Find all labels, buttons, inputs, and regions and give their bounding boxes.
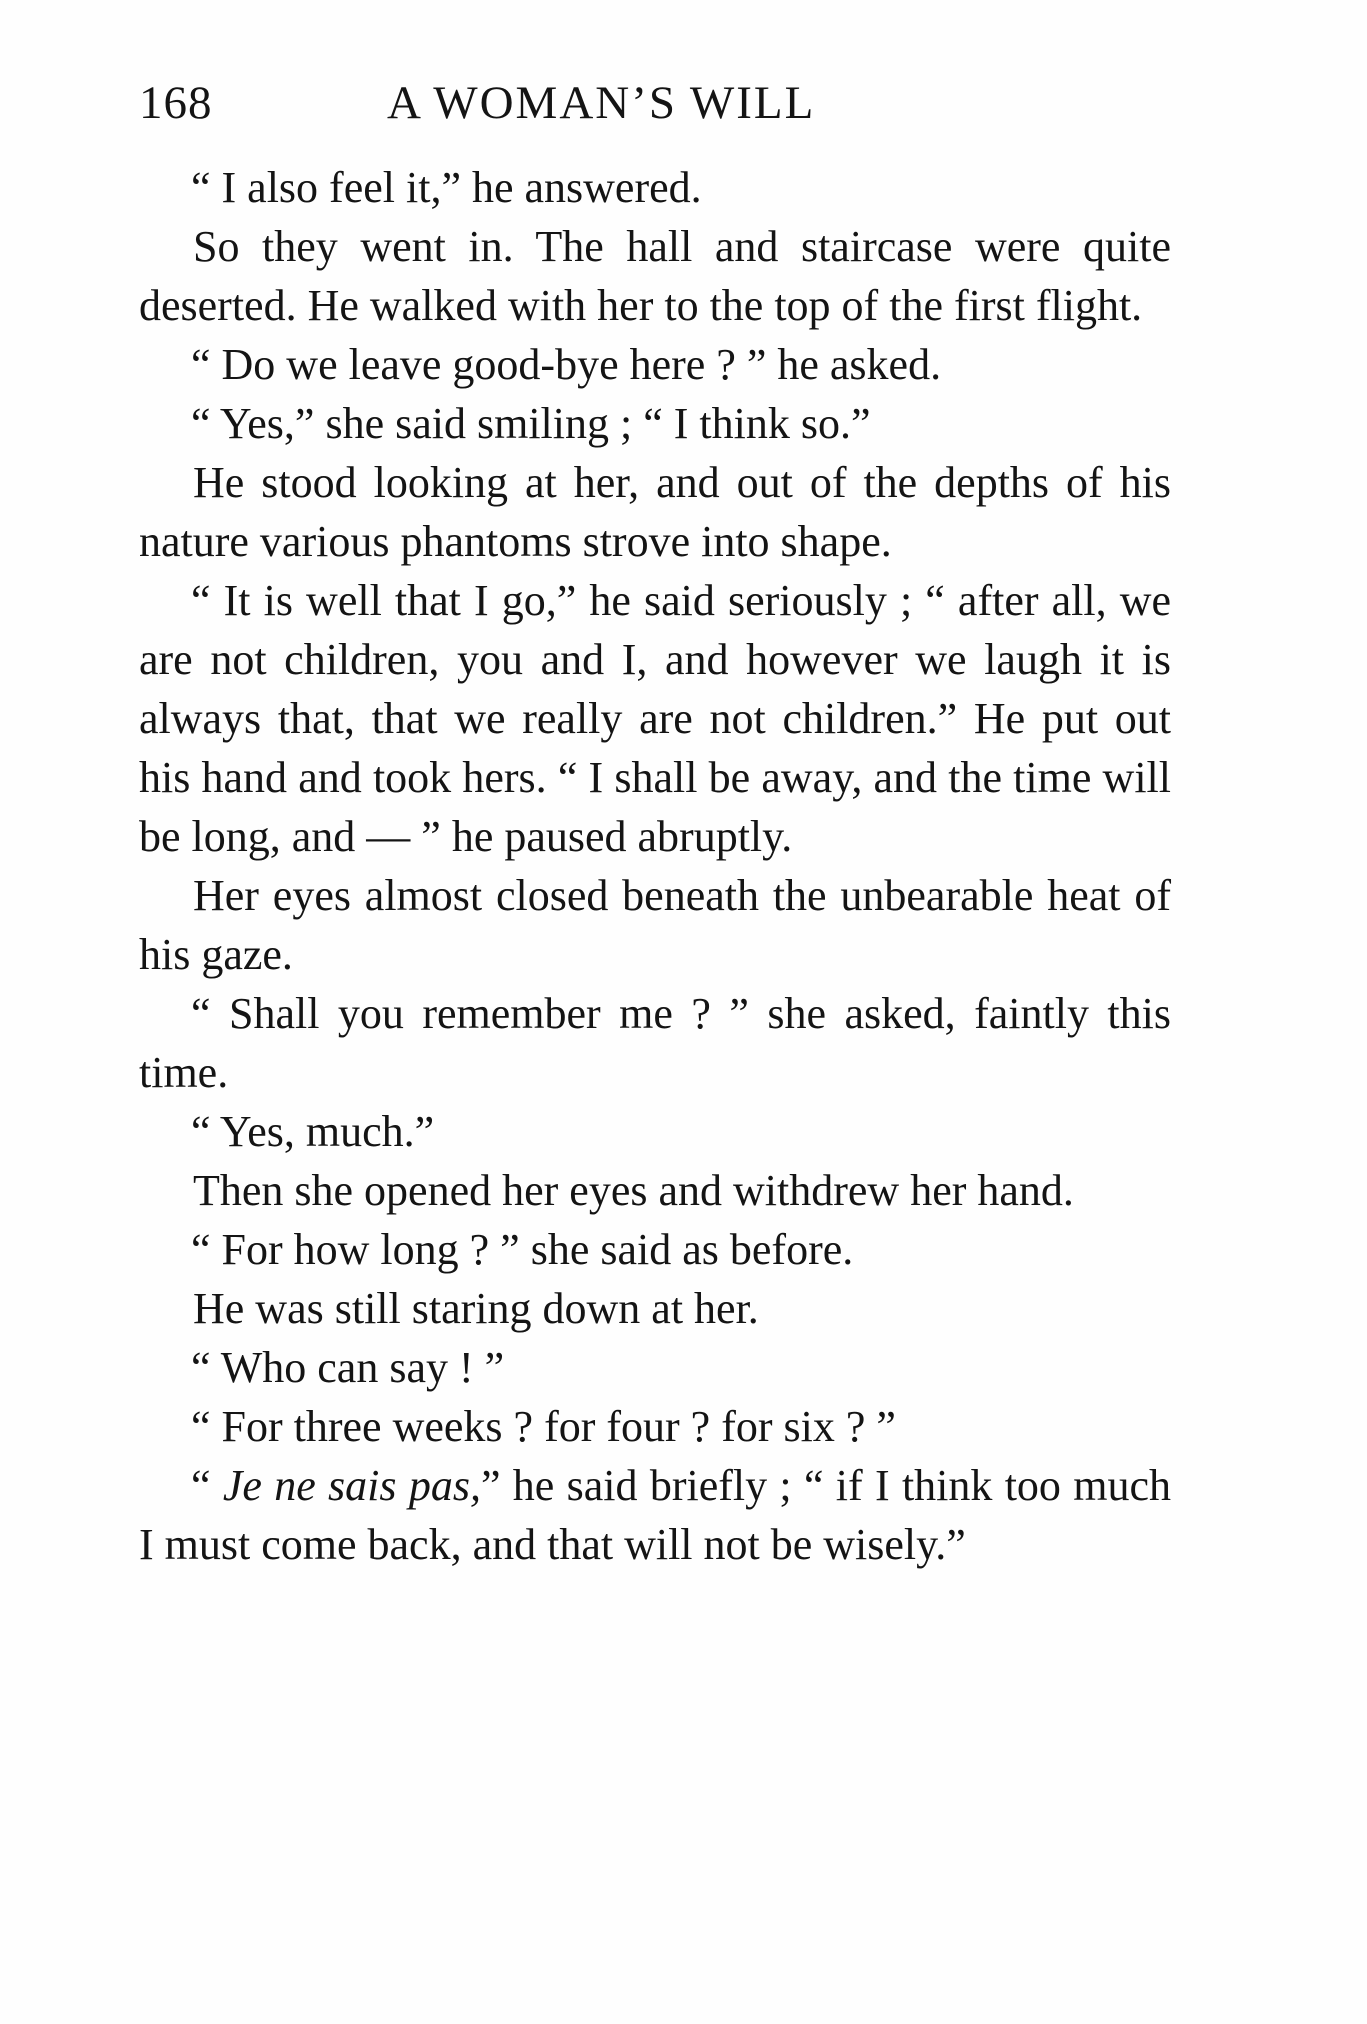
- page-header: [139, 68, 1171, 138]
- paragraph: So they went in. The hall and staircase were quite deserted. He walked with her to the top of the first flight.: [139, 222, 1171, 330]
- paragraph: “ Yes,” she said smiling ; “ I think so.”: [191, 399, 871, 448]
- page-number: 168: [139, 77, 213, 129]
- paragraph-rest: ” he said briefly ; “ if I think too much I must come back, and that will not be wisely.”: [139, 1461, 1172, 1569]
- paragraph: “ Yes, much.”: [191, 1107, 435, 1156]
- running-title: A WOMAN’S WILL: [387, 77, 816, 129]
- paragraph: He stood looking at her, and out of the depths of his nature various phantoms strove into shape.: [139, 458, 1171, 566]
- paragraph: “ Shall you remember me ? ” she asked, faintly this time.: [139, 989, 1171, 1097]
- paragraph: Her eyes almost closed beneath the unbearable heat of his gaze.: [139, 871, 1171, 979]
- paragraph: He was still staring down at her.: [193, 1284, 759, 1333]
- paragraph: “ Who can say ! ”: [191, 1343, 505, 1392]
- paragraph: “ Do we leave good-bye here ? ” he asked.: [191, 340, 942, 389]
- paragraph: “ For three weeks ? for four ? for six ? ”: [191, 1402, 896, 1451]
- paragraph: Then she opened her eyes and withdrew her hand.: [193, 1166, 1074, 1215]
- paragraph: “ It is well that I go,” he said seriously ; “ after all, we are not children, you and I, and however we laugh it is always that, that we really are not children.” He put out his hand and took hers. “ I shall be away, and the time will be long, and — ” he paused abruptly.: [139, 576, 1171, 861]
- italic-phrase: Je ne sais pas,: [222, 1461, 481, 1510]
- paragraph: “ I also feel it,” he answered.: [191, 163, 702, 212]
- final-paragraph: [139, 1456, 1171, 1574]
- paragraph: “ For how long ? ” she said as before.: [191, 1225, 854, 1274]
- body-text: [139, 158, 1171, 1574]
- open-quote: “: [191, 1461, 223, 1510]
